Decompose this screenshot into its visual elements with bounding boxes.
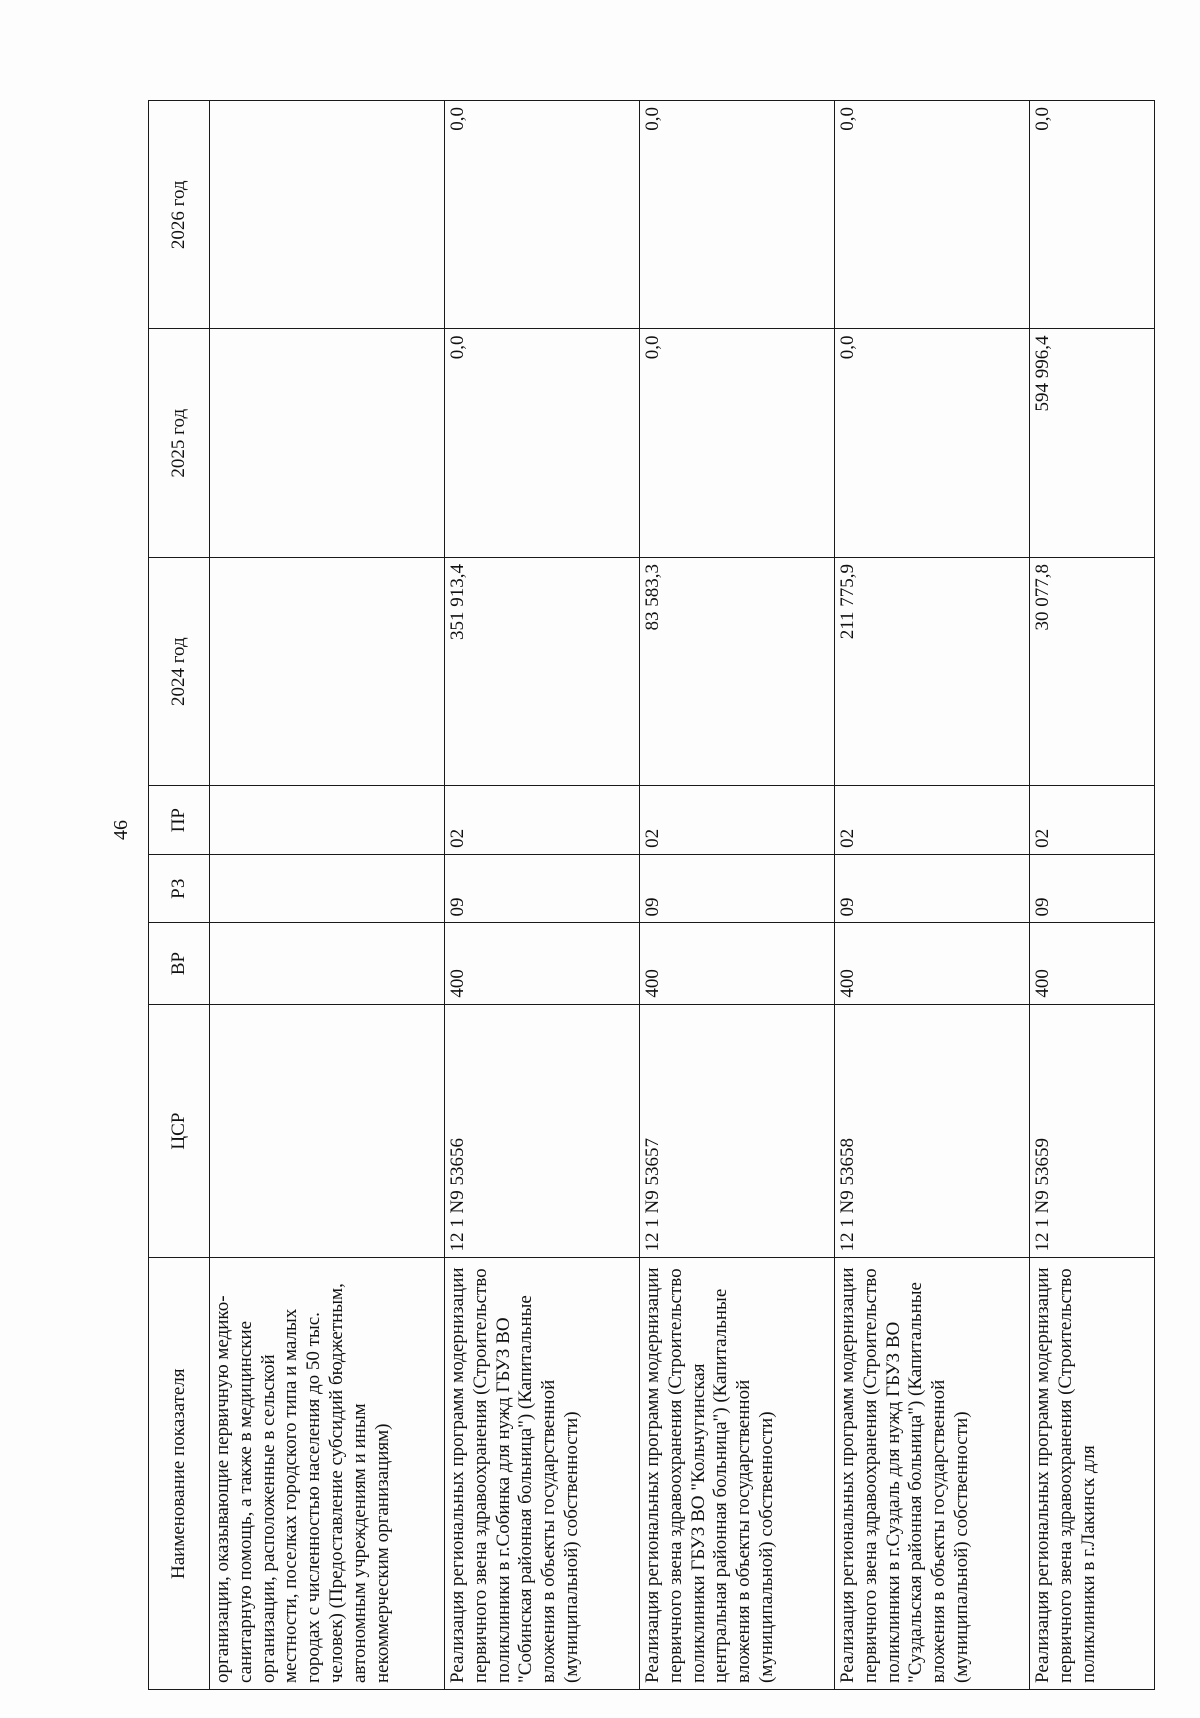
cell-csr: [210, 1004, 445, 1258]
cell-2024: 211 775,9: [835, 557, 1030, 785]
cell-pr: 02: [835, 786, 1030, 855]
cell-2024: [210, 557, 445, 785]
table-header-row: [149, 101, 210, 1690]
cell-name: организации, оказывающие первичную медико-санитарную помощь, а также в медицинские организации, расположенные в сельской местности, поселках городского типа и малых городах с численностью населения до 50 тыс. человек) (Предоставление субсидий бюджетным, автономным учреждениям и иным некоммерческим организациям): [210, 1258, 445, 1690]
table-row: [445, 101, 640, 1690]
table-row: [1030, 101, 1155, 1690]
cell-2024: 83 583,3: [640, 557, 835, 785]
cell-rz: 09: [640, 854, 835, 923]
cell-vr: 400: [445, 923, 640, 1004]
cell-csr: 12 1 N9 53656: [445, 1004, 640, 1258]
cell-2026: 0,0: [445, 101, 640, 330]
table-row: [640, 101, 835, 1690]
cell-name: Реализация региональных программ модернизации первичного звена здравоохранения (Строительство поликлиники в г.Лакинск для: [1030, 1258, 1155, 1690]
header-vr: ВР: [149, 923, 210, 1004]
cell-rz: 09: [445, 854, 640, 923]
header-csr: ЦСР: [149, 1004, 210, 1258]
cell-name: Реализация региональных программ модернизации первичного звена здравоохранения (Строительство поликлиники ГБУЗ ВО "Кольчугинская центральная районная больница") (Капитальные вложения в объекты государственной (муниципальной) собственности): [640, 1258, 835, 1690]
cell-vr: 400: [835, 923, 1030, 1004]
cell-2024: 351 913,4: [445, 557, 640, 785]
cell-2025: 594 996,4: [1030, 329, 1155, 557]
cell-vr: 400: [1030, 923, 1155, 1004]
cell-pr: 02: [640, 786, 835, 855]
cell-rz: [210, 854, 445, 923]
header-2025: 2025 год: [149, 329, 210, 557]
header-name: Наименование показателя: [149, 1258, 210, 1690]
cell-rz: 09: [835, 854, 1030, 923]
cell-2026: 0,0: [640, 101, 835, 330]
cell-2026: [210, 101, 445, 330]
cell-2025: 0,0: [640, 329, 835, 557]
cell-pr: [210, 786, 445, 855]
header-rz: РЗ: [149, 854, 210, 923]
cell-csr: 12 1 N9 53658: [835, 1004, 1030, 1258]
cell-vr: 400: [640, 923, 835, 1004]
header-pr: ПР: [149, 786, 210, 855]
header-2026: 2026 год: [149, 101, 210, 330]
cell-2025: 0,0: [445, 329, 640, 557]
page-number: 46: [110, 820, 132, 840]
cell-2026: 0,0: [1030, 101, 1155, 330]
table-row: [210, 101, 445, 1690]
cell-2024: 30 077,8: [1030, 557, 1155, 785]
budget-table: [148, 100, 1155, 1690]
cell-csr: 12 1 N9 53657: [640, 1004, 835, 1258]
table-row: [835, 101, 1030, 1690]
cell-name: Реализация региональных программ модернизации первичного звена здравоохранения (Строительство поликлиники в г.Собинка для нужд ГБУЗ ВО "Собинская районная больница") (Капитальные вложения в объекты государственной (муниципальной) собственности): [445, 1258, 640, 1690]
rotated-table-container: [148, 100, 1099, 1690]
cell-csr: 12 1 N9 53659: [1030, 1004, 1155, 1258]
cell-vr: [210, 923, 445, 1004]
header-2024: 2024 год: [149, 557, 210, 785]
cell-2025: 0,0: [835, 329, 1030, 557]
cell-pr: 02: [445, 786, 640, 855]
cell-2026: 0,0: [835, 101, 1030, 330]
cell-pr: 02: [1030, 786, 1155, 855]
cell-name: Реализация региональных программ модернизации первичного звена здравоохранения (Строительство поликлиники в г.Суздаль для нужд ГБУЗ ВО "Суздальская районная больница") (Капитальные вложения в объекты государственной (муниципальной) собственности): [835, 1258, 1030, 1690]
cell-2025: [210, 329, 445, 557]
cell-rz: 09: [1030, 854, 1155, 923]
